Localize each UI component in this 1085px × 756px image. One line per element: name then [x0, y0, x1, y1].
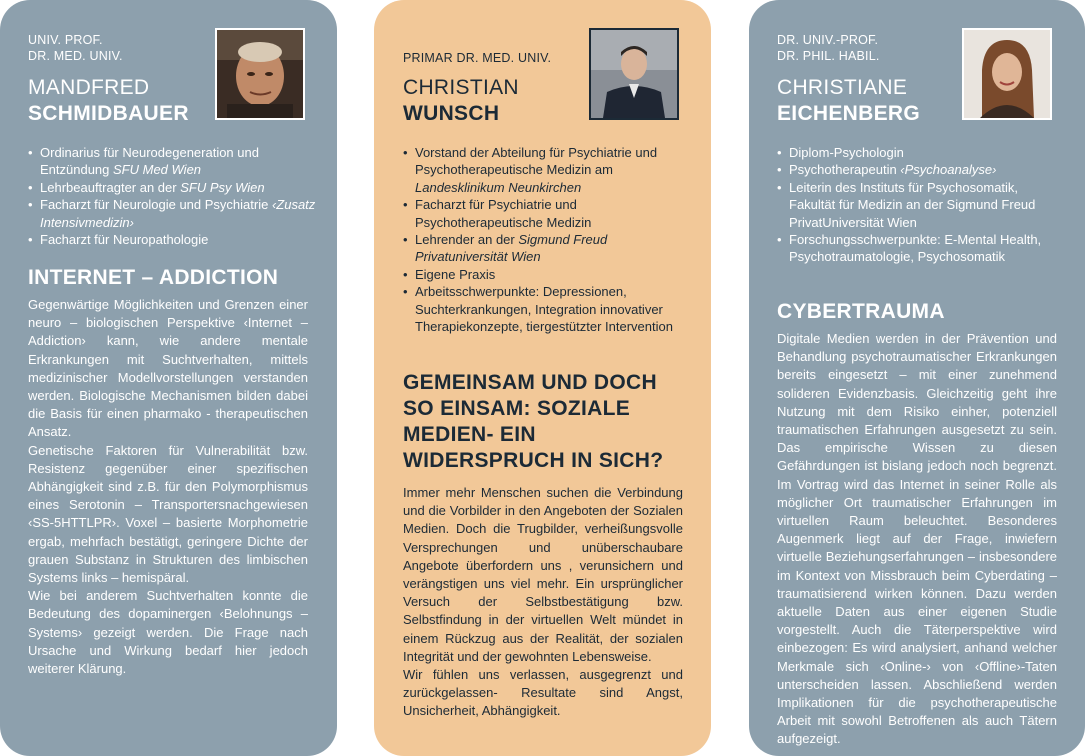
talk-title: INTERNET – ADDICTION [28, 266, 279, 289]
title-line: DR. UNIV.-PROF. [777, 33, 879, 47]
speaker-card-wunsch [374, 0, 711, 756]
bio-item: • Arbeitsschwerpunkte: Depressionen, Suchterkrankungen, Integration innovativer Therapiekonzepte, tiergestützter Intervention [403, 283, 693, 335]
bio-item: • Diplom-Psychologin [777, 144, 1067, 161]
bio-item: • Facharzt für Psychiatrie und Psychotherapeutische Medizin [403, 196, 693, 231]
bio-item: • Leiterin des Instituts für Psychosomatik, Fakultät für Medizin an der Sigmund Freud PrivatUniversität Wien [777, 179, 1067, 231]
speaker-bio-list [777, 144, 1067, 266]
speaker-photo [215, 28, 305, 120]
abstract-paragraph: Immer mehr Menschen suchen die Verbindung und die Vorbilder in den Angeboten der Sozialen Medien. Doch die Trugbilder, verheißungsvolle Versprechungen und unüberschaubare Angebote überfordern uns , verunsichern und verängstigen uns viel mehr. Ein ursprünglicher Versuch der Selbstbestätigung bzw. Selbstfindung in der virtuellen Welt mündet in einem Rückzug aus der Realität, der sozialen Integrität und der gewohnten Lebensweise. [403, 485, 683, 664]
abstract-paragraph: Wir fühlen uns verlassen, ausgegrenzt und zurückgelassen- Resultate sind Angst, Unsicherheit, Abhängigkeit. [403, 667, 683, 719]
title-line: DR. PHIL. HABIL. [777, 49, 880, 63]
speaker-last-name: WUNSCH [403, 102, 500, 125]
speaker-last-name: EICHENBERG [777, 102, 921, 125]
speaker-photo [962, 28, 1052, 120]
speaker-first-name: CHRISTIAN [403, 76, 519, 99]
abstract-paragraph: Digitale Medien werden in der Prävention und Behandlung psychotraumatischer Erkrankungen bereits eingesetzt – mit einer zunehmend solideren Evidenzbasis. Gleichzeitig geht ihre Nutzung mit dem Risiko einher, potenziell traumatischen Erfahrungen ausgesetzt zu sein. Das empirische Wissen zu diesen Gefährdungen ist bislang jedoch noch begrenzt. Im Vortrag wird das Internet in seiner Rolle als möglicher Ort traumatischer Erfahrungen im virtuellen Raum beleuchtet. Besonderes Augenmerk liegt auf der Frage, inwiefern virtuelle Beziehungserfahrungen – insbesondere im Kontext von Missbrauch beim Cyberdating – traumatisierend wirken können. Dazu werden aktuelle Daten aus einer eigenen Studie vorgestellt. Auch die Täterperspektive wird einbezogen: Es wird analysiert, anhand welcher Merkmale sich ‹Online-› von ‹Offline›-Taten unterscheiden lassen. Abschließend werden Implikationen für die psychotherapeutische Arbeit mit sowohl Betroffenen als auch Tätern aufgezeigt. [777, 331, 1057, 747]
bio-item: • Lehrbeauftragter an der SFU Psy Wien [28, 179, 318, 196]
speaker-academic-title [777, 32, 880, 64]
talk-abstract [777, 330, 1057, 749]
speaker-last-name: SCHMIDBAUER [28, 102, 189, 125]
title-line: DR. MED. UNIV. [28, 49, 123, 63]
bio-item: • Facharzt für Neuropathologie [28, 231, 318, 248]
speaker-bio-list [28, 144, 318, 248]
bio-item: • Lehrender an der Sigmund Freud Privatuniversität Wien [403, 231, 693, 266]
abstract-paragraph: Wie bei anderem Suchtverhalten konnte die Bedeutung des dopaminergen ‹Belohnungs – Systems› gezeigt werden. Die Frage nach Ursache und Wirkung bedarf hier jedoch weiterer Klärung. [28, 588, 308, 677]
talk-title: CYBERTRAUMA [777, 300, 945, 323]
title-line: PRIMAR DR. MED. UNIV. [403, 51, 552, 65]
bio-item: • Forschungsschwerpunkte: E-Mental Health, Psychotraumatologie, Psychosomatik [777, 231, 1067, 266]
abstract-paragraph: Genetische Faktoren für Vulnerabilität bzw. Resistenz gegenüber einer spezifischen Abhängigkeit sind z.B. für den Polymorphismus eines Serotonin – Transportersnachgewiesen ‹SS-5HTTLPR›. Voxel – basierte Morphometrie ergab, mehrfach bestätigt, geringere Dichte der grauen Substanz in Strukturen des limbischen Systems links – hemispäral. [28, 442, 308, 586]
speaker-card-schmidbauer [0, 0, 337, 756]
speaker-first-name: CHRISTIANE [777, 76, 908, 99]
speaker-bio-list [403, 144, 693, 335]
abstract-paragraph: Gegenwärtige Möglichkeiten und Grenzen einer neuro – biologischen Perspektive ‹Internet – Addiction› kann, wie andere mentale Erkrankungen mit Suchtverhalten, mittels medizinischer Modellvorstellungen verstanden werden. Biologische Mechanismen bilden dabei die Basis für einen pharmako - therapeutischen Ansatz. [28, 297, 308, 440]
bio-item: • Eigene Praxis [403, 266, 693, 283]
speaker-photo [589, 28, 679, 120]
speaker-first-name: MANDFRED [28, 76, 150, 99]
bio-item: • Ordinarius für Neurodegeneration und Entzündung SFU Med Wien [28, 144, 318, 179]
speaker-academic-title [403, 50, 551, 66]
speaker-card-eichenberg [749, 0, 1085, 756]
bio-item: • Psychotherapeutin ‹Psychoanalyse› [777, 161, 1067, 178]
bio-item: • Facharzt für Neurologie und Psychiatrie ‹Zusatz Intensivmedizin› [28, 196, 318, 231]
title-line: UNIV. PROF. [28, 33, 103, 47]
speaker-academic-title [28, 32, 123, 64]
talk-abstract [403, 484, 683, 721]
talk-title: GEMEINSAM UND DOCH SO EINSAM: SOZIALE MEDIEN- EIN WIDERSPRUCH IN SICH? [403, 371, 664, 472]
bio-item: • Vorstand der Abteilung für Psychiatrie und Psychotherapeutische Medizin am Landesklinikum Neunkirchen [403, 144, 693, 196]
talk-abstract [28, 296, 308, 678]
